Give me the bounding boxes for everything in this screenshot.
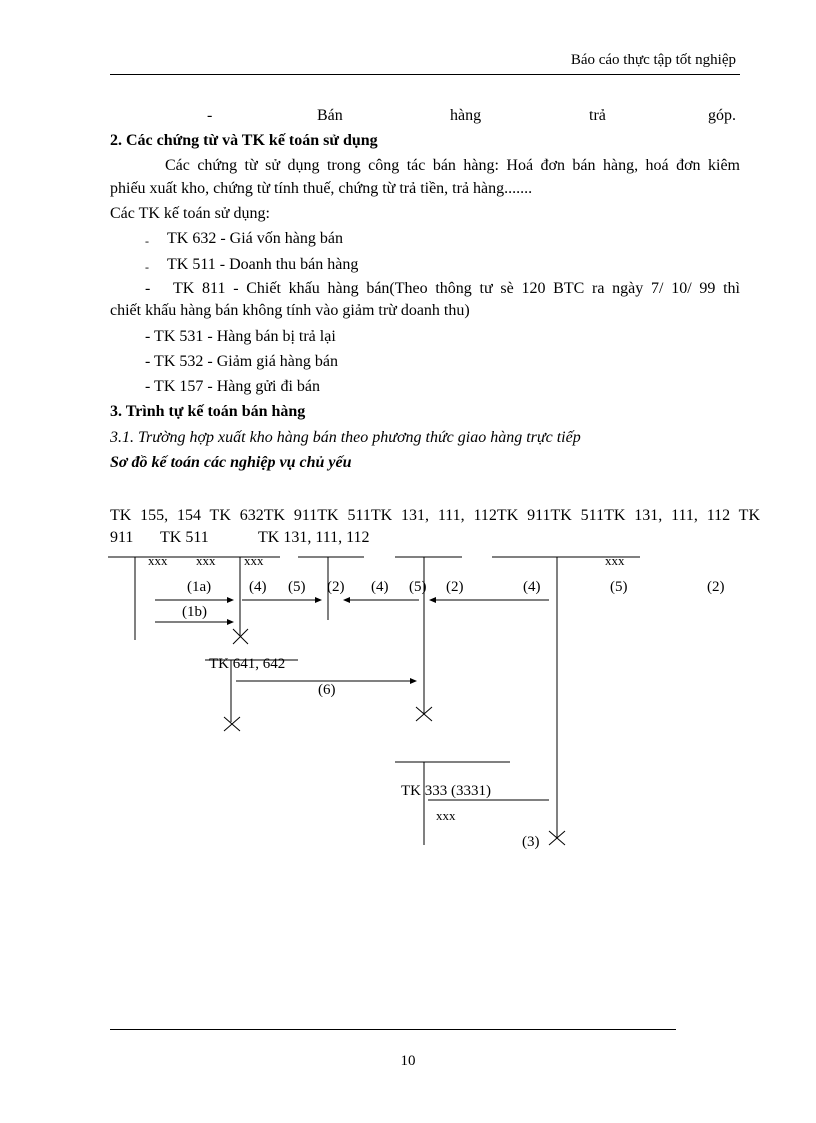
step-label: (1a): [187, 579, 212, 595]
bullet-marker: -: [145, 280, 151, 297]
account-item: TK 811 - Chiết khấu hàng bán(Theo thông tư sè 120 BTC ra ngày 7/ 10/ 99 thì: [173, 280, 740, 297]
diagram-title: Sơ đồ kế toán các nghiệp vụ chủ yếu: [110, 454, 352, 471]
section-3-1-heading: 3.1. Trường hợp xuất kho hàng bán theo phương thức giao hàng trực tiếp: [110, 429, 581, 446]
balance-xxx: xxx: [196, 553, 216, 568]
step-label: (2): [707, 579, 725, 595]
step-label: (3): [522, 834, 540, 850]
step-label: (1b): [182, 604, 207, 620]
step-label: (4): [371, 579, 389, 595]
step-label: (5): [288, 579, 306, 595]
balance-xxx: xxx: [436, 808, 456, 823]
section-3-heading: 3. Trình tự kế toán bán hàng: [110, 403, 306, 420]
header-title: Báo cáo thực tập tốt nghiệp: [570, 52, 736, 68]
step-label: (4): [523, 579, 541, 595]
bullet-marker: -: [145, 234, 149, 248]
installment-word-tra: trả: [589, 107, 606, 124]
docs-paragraph-line2: phiếu xuất kho, chứng từ tính thuế, chứng từ trả tiền, trả hàng.......: [110, 180, 533, 197]
balance-xxx: xxx: [605, 553, 625, 568]
diagram-accounts-tk131: TK 131, 111, 112: [258, 529, 370, 546]
account-item-continuation: chiết khấu hàng bán không tính vào giảm trừ doanh thu): [110, 302, 470, 319]
installment-word-gop: góp.: [708, 107, 736, 124]
installment-word-ban: Bán: [317, 107, 343, 124]
account-item: - TK 531 - Hàng bán bị trả lại: [145, 328, 336, 345]
step-label: (2): [446, 579, 464, 595]
step-label: (6): [318, 682, 336, 698]
installment-dash: -: [207, 107, 213, 124]
account-item: - TK 532 - Giảm giá hàng bán: [145, 353, 338, 370]
step-label: (4): [249, 579, 267, 595]
balance-xxx: xxx: [244, 553, 264, 568]
accounts-intro: Các TK kế toán sử dụng:: [110, 205, 270, 222]
bullet-marker: -: [145, 260, 149, 274]
tk-641-642-label: TK 641, 642: [209, 656, 286, 672]
diagram-accounts-line1: TK 155, 154 TK 632TK 911TK 511TK 131, 111, 112TK 911TK 511TK 131, 111, 112 TK: [110, 507, 760, 524]
step-label: (5): [409, 579, 427, 595]
account-item: - TK 157 - Hàng gửi đi bán: [145, 378, 321, 395]
account-item: TK 511 - Doanh thu bán hàng: [167, 256, 359, 273]
page-number: 10: [400, 1053, 416, 1069]
balance-xxx: xxx: [148, 553, 168, 568]
installment-word-hang: hàng: [450, 107, 482, 124]
diagram-accounts-tk511: TK 511: [160, 529, 209, 546]
footer-rule: [110, 1029, 676, 1030]
section-2-heading: 2. Các chứng từ và TK kế toán sử dụng: [110, 132, 378, 149]
closing-mark: [224, 717, 240, 731]
account-item: TK 632 - Giá vốn hàng bán: [167, 230, 343, 247]
step-label: (2): [327, 579, 345, 595]
tk-333-label: TK 333 (3331): [401, 783, 491, 799]
docs-paragraph-line1: Các chứng từ sử dụng trong công tác bán hàng: Hoá đơn bán hàng, hoá đơn kiêm: [165, 157, 740, 174]
step-label: (5): [610, 579, 628, 595]
diagram-accounts-tk911: 911: [110, 529, 134, 546]
